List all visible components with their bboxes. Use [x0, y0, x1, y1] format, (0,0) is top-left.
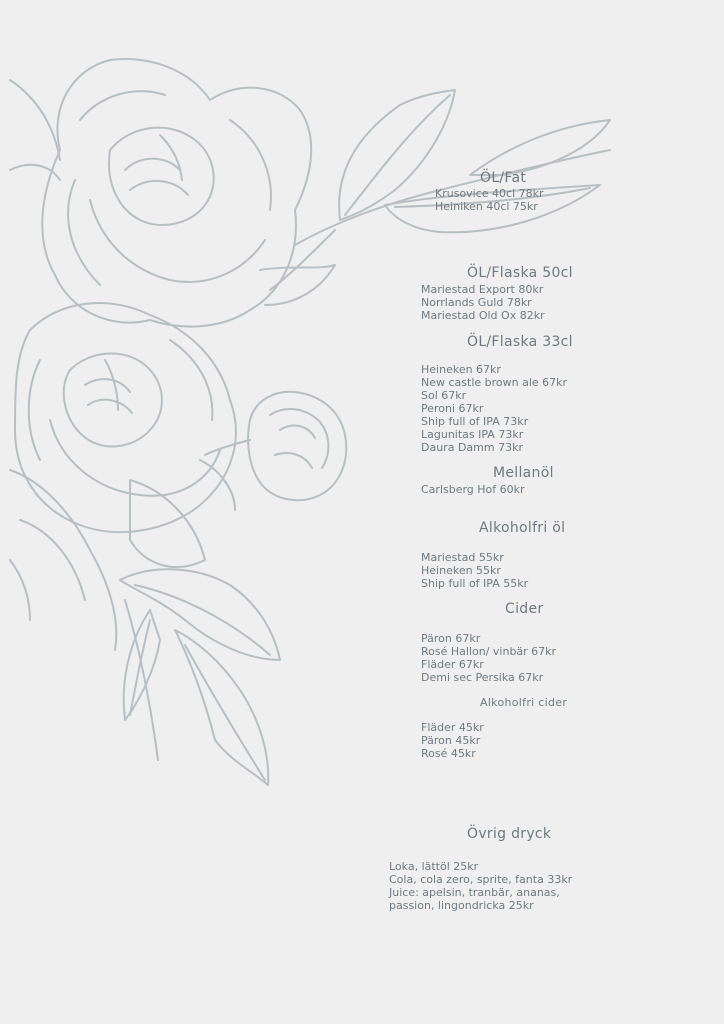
list-item: Rosé Hallon/ vinbär 67kr — [421, 645, 557, 658]
list-mellanol — [421, 483, 525, 496]
list-item: Fläder 67kr — [421, 658, 484, 671]
list-item: Norrlands Guld 78kr — [421, 296, 532, 309]
list-alkoholfri-ol — [421, 551, 528, 590]
list-item: Krusovice 40cl 78kr — [435, 187, 544, 200]
list-item: Ship full of IPA 73kr — [421, 415, 529, 428]
list-item: Carlsberg Hof 60kr — [421, 483, 525, 496]
list-item: Fläder 45kr — [421, 721, 484, 734]
list-item: Ship full of IPA 55kr — [421, 577, 529, 590]
section-title-alkoholfri-cider: Alkoholfri cider — [480, 696, 568, 709]
list-item: Peroni 67kr — [421, 402, 484, 415]
section-title-ol-flaska-33: ÖL/Flaska 33cl — [467, 334, 573, 350]
list-item: Juice: apelsin, tranbär, ananas, — [389, 886, 560, 899]
list-item: Heineken 55kr — [421, 564, 501, 577]
list-item: Lagunitas IPA 73kr — [421, 428, 524, 441]
section-title-cider: Cider — [505, 601, 544, 617]
section-title-alkoholfri-ol: Alkoholfri öl — [479, 520, 566, 536]
list-ol-flaska-33 — [421, 363, 567, 454]
list-item: Daura Damm 73kr — [421, 441, 523, 454]
list-item: Mariestad Old Ox 82kr — [421, 309, 545, 322]
list-item: Heiniken 40cl 75kr — [435, 200, 538, 213]
list-item: Sol 67kr — [421, 389, 467, 402]
list-item: Päron 67kr — [421, 632, 481, 645]
list-alkoholfri-cider — [421, 721, 484, 760]
list-item: Rosé 45kr — [421, 747, 476, 760]
section-title-ovrig-dryck: Övrig dryck — [467, 826, 552, 842]
list-item: Loka, lättöl 25kr — [389, 860, 479, 873]
list-item: Cola, cola zero, sprite, fanta 33kr — [389, 873, 573, 886]
list-item: New castle brown ale 67kr — [421, 376, 568, 389]
list-item: Mariestad Export 80kr — [421, 283, 544, 296]
list-item: Demi sec Persika 67kr — [421, 671, 544, 684]
list-cider — [421, 632, 556, 684]
list-ovrig-dryck — [389, 860, 572, 912]
section-title-ol-fat: ÖL/Fat — [480, 170, 527, 186]
section-title-ol-flaska-50: ÖL/Flaska 50cl — [467, 265, 573, 281]
list-item: Päron 45kr — [421, 734, 481, 747]
section-title-mellanol: Mellanöl — [493, 465, 554, 481]
list-ol-fat — [435, 187, 544, 213]
list-ol-flaska-50 — [421, 283, 545, 322]
list-item: Mariestad 55kr — [421, 551, 504, 564]
list-item: passion, lingondricka 25kr — [389, 899, 534, 912]
list-item: Heineken 67kr — [421, 363, 501, 376]
